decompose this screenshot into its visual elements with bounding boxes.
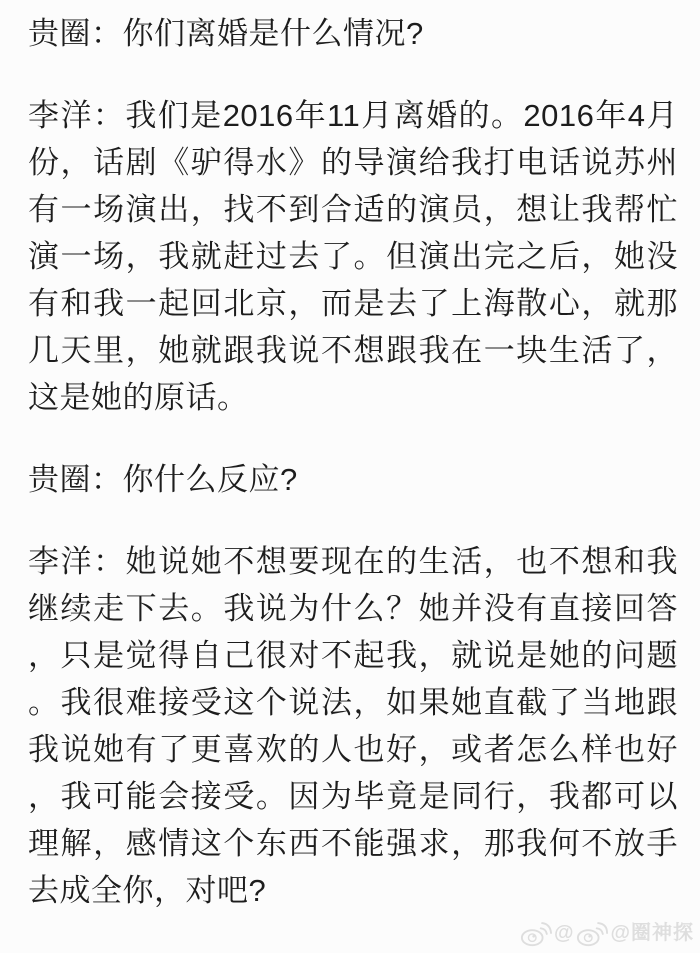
watermark-at-symbol: @ (553, 922, 575, 944)
question-paragraph-1: 贵圈：你们离婚是什么情况? (28, 16, 424, 51)
watermark-handle: @圈神探 (610, 922, 694, 944)
interview-transcript (28, 10, 678, 949)
question-paragraph-2: 贵圈：你什么反应? (28, 462, 298, 497)
answer-paragraph-1: 李洋：我们是2016年11月离婚的。2016年4月份，话剧《驴得水》的导演给我打电话说苏州有一场演出，找不到合适的演员，想让我帮忙演一场，我就赶过去了。但演出完之后，她没有和我一起回北京，而是去了上海散心，就那几天里，她就跟我说不想跟我在一块生活了，这是她的原话。 (28, 98, 678, 415)
weibo-eye-icon (576, 918, 608, 948)
weibo-watermark (520, 918, 694, 948)
weibo-eye-icon (520, 918, 552, 948)
answer-paragraph-2: 李洋：她说她不想要现在的生活，也不想和我继续走下去。我说为什么？她并没有直接回答，只是觉得自己很对不起我，就说是她的问题。我很难接受这个说法，如果她直截了当地跟我说她有了更喜欢的人也好，或者怎么样也好，我可能会接受。因为毕竟是同行，我都可以理解，感情这个东西不能强求，那我何不放手去成全你，对吧? (28, 544, 678, 908)
